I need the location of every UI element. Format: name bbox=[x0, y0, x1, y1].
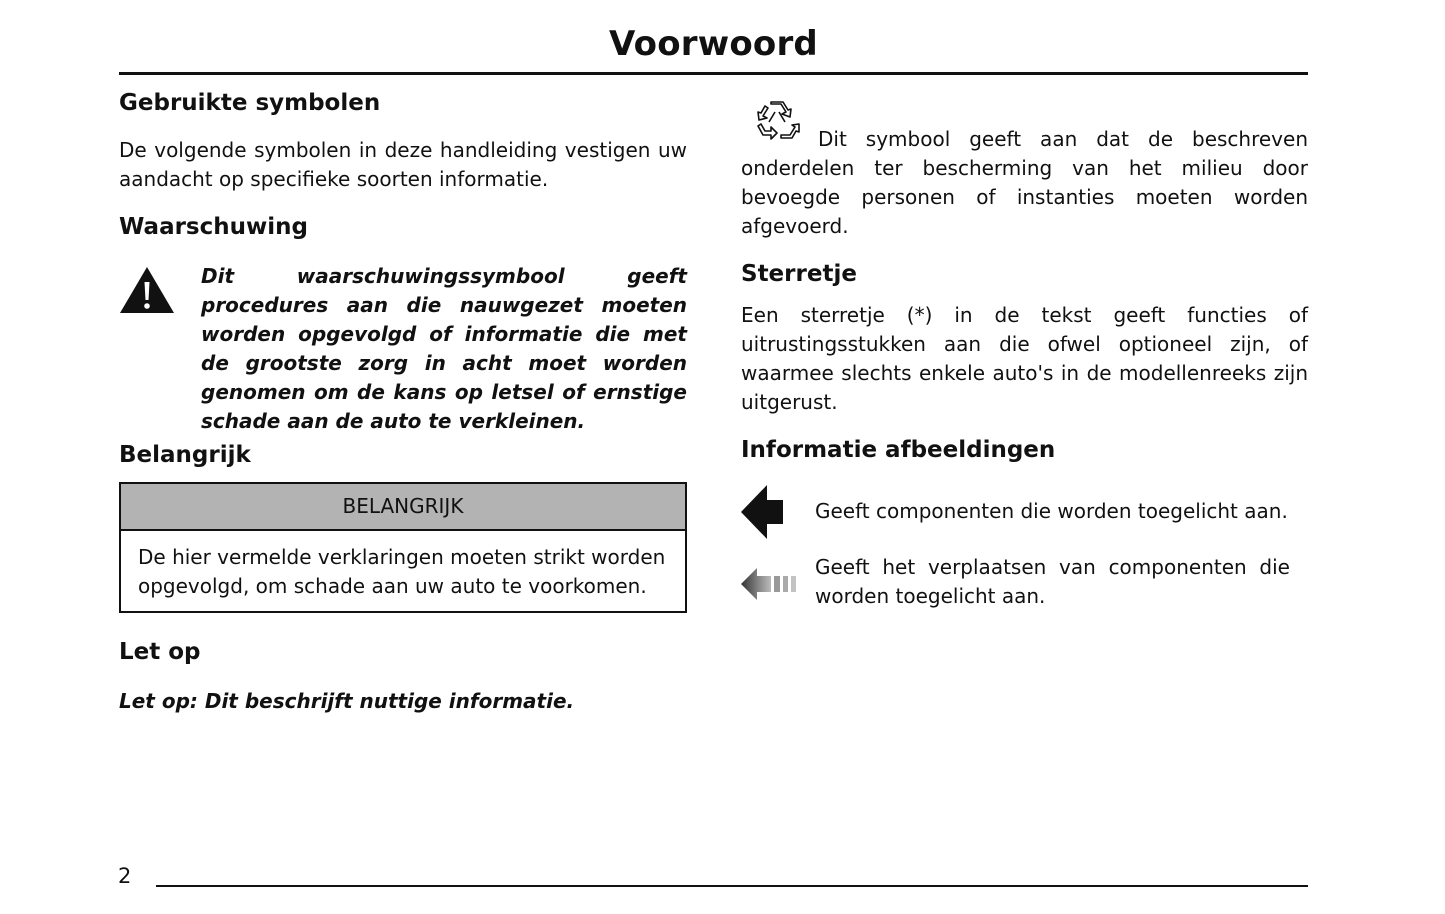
section-heading-important: Belangrijk bbox=[119, 442, 251, 468]
recycle-block bbox=[741, 98, 1308, 241]
important-box-title: BELANGRIJK bbox=[121, 484, 685, 531]
recycle-text: Dit symbool geeft aan dat de beschreven onderdelen ter bescherming van het milieu door bevoegde personen of instanties moeten worden afgevoerd. bbox=[741, 127, 1308, 238]
page-number: 2 bbox=[118, 864, 132, 888]
solid-arrow-row bbox=[741, 483, 1308, 543]
right-column bbox=[741, 98, 1308, 611]
warning-text: Dit waarschuwingssymbool geeft procedures aan die nauwgezet moeten worden opgevolgd of informatie die met de grootste zorg in acht moet worden genomen om de kans op letsel of ernstige schade aan de auto te verkleinen. bbox=[201, 264, 687, 433]
section-heading-note: Let op bbox=[119, 639, 201, 665]
warning-triangle-icon bbox=[119, 265, 175, 315]
asterisk-text: Een sterretje (*) in de tekst geeft functies of uitrustingsstukken aan die ofwel optioneel zijn, of waarmee slechts enkele auto's in de modellenreeks zijn uitgerust. bbox=[741, 303, 1308, 414]
left-column bbox=[119, 90, 687, 713]
motion-arrow-row bbox=[741, 553, 1308, 611]
solid-arrow-left-icon bbox=[741, 485, 783, 539]
warning-block bbox=[119, 262, 687, 433]
section-heading-symbols: Gebruikte symbolen bbox=[119, 90, 381, 116]
symbols-intro-text: De volgende symbolen in deze handleiding vestigen uw aandacht op specifieke soorten informatie. bbox=[119, 138, 687, 191]
important-box bbox=[119, 482, 687, 613]
motion-arrow-left-icon bbox=[741, 565, 799, 603]
page-title: Voorwoord bbox=[609, 24, 818, 64]
recycle-icon bbox=[755, 100, 801, 146]
title-rule bbox=[119, 72, 1308, 75]
footer-rule bbox=[156, 885, 1308, 887]
section-heading-asterisk: Sterretje bbox=[741, 261, 857, 287]
motion-arrow-text: Geeft het verplaatsen van componenten die worden toegelicht aan. bbox=[815, 555, 1290, 608]
note-text: Let op: Dit beschrijft nuttige informatie. bbox=[119, 689, 575, 713]
section-heading-images: Informatie afbeeldingen bbox=[741, 437, 1056, 463]
important-box-text: De hier vermelde verklaringen moeten strikt worden opgevolgd, om schade aan uw auto te voorkomen. bbox=[138, 545, 666, 598]
solid-arrow-text: Geeft componenten die worden toegelicht aan. bbox=[815, 499, 1288, 523]
section-heading-warning: Waarschuwing bbox=[119, 214, 308, 240]
